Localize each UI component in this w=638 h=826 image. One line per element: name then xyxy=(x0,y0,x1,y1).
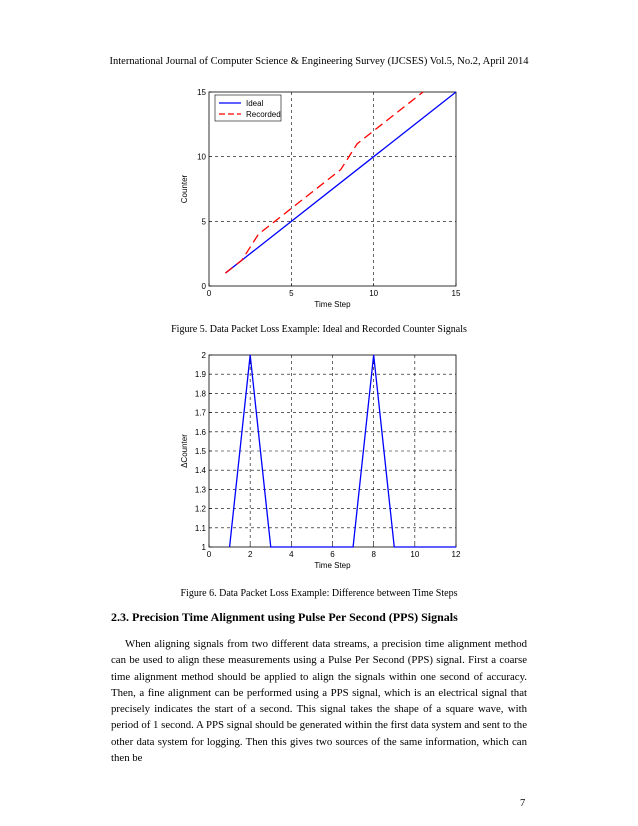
fig6-y-tick-label: 1.4 xyxy=(194,466,206,476)
fig6-x-tick-label: 10 xyxy=(410,550,420,559)
fig5-y-axis-label: Counter xyxy=(180,174,189,204)
fig6-y-tick-label: 1.9 xyxy=(194,370,206,380)
fig6-y-tick-label: 1.5 xyxy=(194,447,206,456)
fig5-y-tick-label: 15 xyxy=(197,88,206,97)
page-number: 7 xyxy=(520,798,526,809)
fig5-x-tick-label: 5 xyxy=(289,289,294,298)
section-heading: 2.3. Precision Time Alignment using Pulse Per Second (PPS) Signals xyxy=(111,610,458,624)
fig6-x-axis-label: Time Step xyxy=(314,561,351,570)
fig5-x-tick-label: 10 xyxy=(369,289,379,298)
fig5-legend-label-recorded: Recorded xyxy=(246,110,281,119)
fig6-y-tick-label: 1.6 xyxy=(194,427,206,437)
fig6-y-tick-label: 2 xyxy=(201,351,206,360)
fig5-legend-label-ideal: Ideal xyxy=(246,99,264,108)
fig5-x-axis-label: Time Step xyxy=(314,300,351,309)
fig6-y-tick-label: 1 xyxy=(201,543,206,552)
fig6-x-tick-label: 0 xyxy=(206,550,212,559)
fig5-x-tick-label: 15 xyxy=(451,289,461,298)
fig6-y-tick-label: 1.8 xyxy=(194,389,206,399)
fig6-x-tick-label: 2 xyxy=(247,550,253,559)
fig5-x-tick-label: 0 xyxy=(206,289,212,298)
body-paragraph xyxy=(111,636,527,766)
figure-6-chart xyxy=(0,344,638,574)
fig6-y-tick-label: 1.1 xyxy=(194,523,206,533)
fig6-x-tick-label: 8 xyxy=(371,550,376,559)
figure-6-caption: Figure 6. Data Packet Loss Example: Difference between Time Steps xyxy=(180,588,458,599)
fig5-y-tick-label: 10 xyxy=(197,152,206,162)
figure-5-caption: Figure 5. Data Packet Loss Example: Ideal and Recorded Counter Signals xyxy=(171,324,467,335)
fig5-y-tick-label: 5 xyxy=(201,217,206,227)
fig6-x-tick-label: 6 xyxy=(330,550,335,559)
fig6-x-tick-label: 4 xyxy=(289,550,294,559)
journal-header: International Journal of Computer Science & Engineering Survey (IJCSES) Vol.5, No.2, April 2014 xyxy=(109,56,529,67)
fig6-y-tick-label: 1.3 xyxy=(194,485,206,495)
fig6-x-tick-label: 12 xyxy=(451,550,461,559)
body-paragraph-text: When aligning signals from two different data streams, a precision time alignment method can be used to align these measurements using a Pulse Per Second (PPS) signal. First a coarse time alignment method should be applied to align the signals within one second of accuracy. Then, a fine alignment can be performed using a PPS signal, which is an electrical signal that precisely indicates the start of a second. This signal takes the shape of a square wave, with period of 1 second. A PPS signal should be generated within the first data system and sent to the other data system for logging. Then this gives two sources of the same information, which can then be xyxy=(111,638,527,765)
fig6-y-tick-label: 1.2 xyxy=(194,504,206,514)
fig5-y-tick-label: 0 xyxy=(201,282,206,291)
fig6-y-axis-label: ΔCounter xyxy=(180,434,189,468)
fig6-y-tick-label: 1.7 xyxy=(194,408,206,418)
figure-5-chart xyxy=(0,80,638,320)
